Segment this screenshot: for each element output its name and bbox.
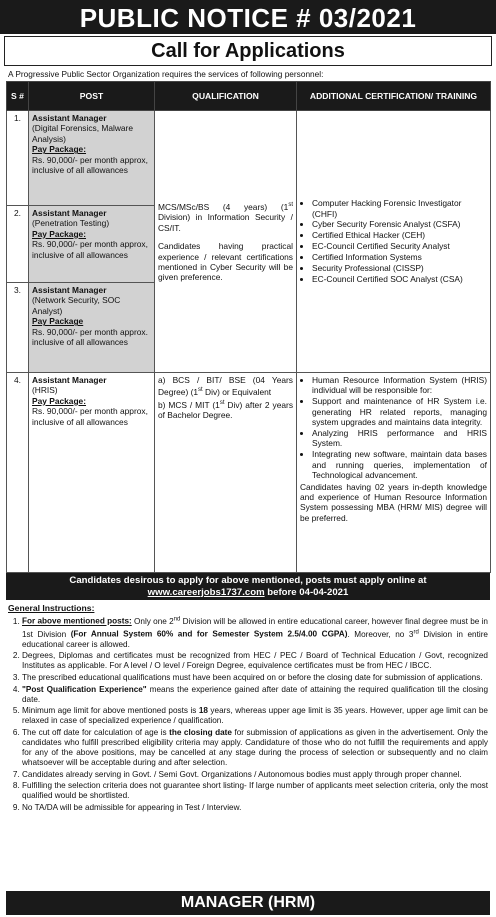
instructions-list (8, 614, 488, 813)
list-item: 8. Fulfilling the selection criteria does not guarantee short listing- If large number of applicants meet selection criteria, only the most qualified would be shortlisted. (22, 781, 488, 801)
intro-text: A Progressive Public Sector Organization requires the services of following personnel: (8, 69, 324, 79)
post-cell (29, 206, 155, 283)
list-item: • EC-Council Certified SOC Analyst (CSA) (312, 274, 487, 284)
instruction-text: The cut off date for calculation of age is (22, 727, 170, 737)
post-title: Assistant Manager (32, 285, 107, 295)
list-item: 9. No TA/DA will be admissible for appearing in Test / Interview. (22, 803, 488, 813)
certification-list (300, 198, 487, 284)
post-area: (Network Security, SOC Analyst) (32, 295, 121, 316)
certification-cell-hris (297, 373, 491, 573)
website-link[interactable]: www.careerjobs1737.com (147, 586, 265, 598)
row-number: 3. (7, 283, 29, 373)
instruction-bold: 18 (198, 706, 208, 716)
list-item: • Integrating new software, maintain data bases and running queries, implementation of Technological advancement. (312, 449, 487, 480)
col-header-certification: ADDITIONAL CERTIFICATION/ TRAINING (297, 82, 491, 111)
qualification-preference: Candidates having practical experience / relevant certifications mentioned in Cyber Security will be given preference. (158, 241, 293, 283)
certification-cell-group (297, 111, 491, 373)
pay-package-text: Rs. 90,000/- per month approx. inclusive of all allowances (32, 326, 148, 348)
apply-instruction: Candidates desirous to apply for above mentioned, posts must apply online at (69, 575, 427, 586)
list-item: 7. Candidates already serving in Govt. / Semi Govt. Organizations / Autonomous bodies must apply through proper channel. (22, 770, 488, 780)
pay-package-label: Pay Package: (32, 228, 87, 239)
list-item (22, 706, 488, 726)
list-item: • Certified Ethical Hacker (CEH) (312, 230, 487, 240)
pay-package-text: Rs. 90,000/- per month approx, inclusive of all allowances (32, 406, 148, 427)
list-item: • Certified Information Systems (312, 252, 487, 262)
post-area: (Penetration Testing) (32, 218, 110, 229)
pay-package-text: Rs. 90,000/- per month approx, inclusive of all allowances (32, 239, 148, 260)
post-title: Assistant Manager (32, 375, 107, 385)
pay-package-text: Rs. 90,000/- per month approx, inclusive of all allowances (32, 154, 148, 176)
pay-package-label: Pay Package: (32, 395, 87, 406)
post-cell (29, 373, 155, 573)
instruction-text: Minimum age limit for above mentioned posts is (22, 706, 199, 716)
qualification-cell-group (155, 111, 297, 373)
apply-online-bar (6, 573, 490, 600)
instruction-lead: For above mentioned posts: (22, 616, 132, 626)
list-item (22, 614, 488, 650)
list-item: • EC-Council Certified Security Analyst (312, 241, 487, 251)
col-header-post: POST (29, 82, 155, 111)
list-item: 2. Degrees, Diplomas and certificates must be recognized from HEC / PEC / Board of Technical Education / Govt, recognized Institutes as applicable. For A level / O level / Foreign Degree, equivalence certificates must be from HEC / IBCC. (22, 651, 488, 671)
list-item: • Support and maintenance of HR System i.e. generating HR related reports, managing system upgrades and maintains data integrity. (312, 396, 487, 427)
post-area: (Digital Forensics, Malware Analysis) (32, 123, 133, 144)
positions-table (6, 81, 491, 573)
row-number: 1. (7, 111, 29, 206)
instruction-text: . Moreover, no 3rd Division in entire educational career is allowed. (22, 628, 488, 649)
instruction-text: means the experience gained after date of attaining the required qualification till the closing date. (22, 684, 488, 704)
table-row (7, 373, 491, 573)
instruction-text: for submission of applications as given in the advertisement. Only the candidates who fulfill prescribed eligibility criteria may apply. Candidature of those who do not fulfill the requirements and apply for any of the above positions, may be cancelled at any stage during the process of selection or subsequently and no claim whatsoever will be acceptable during and after selection. (22, 727, 488, 768)
col-header-sn: S # (7, 82, 29, 111)
post-title: Assistant Manager (32, 113, 107, 123)
list-item (22, 685, 488, 705)
call-for-applications-heading: Call for Applications (4, 36, 492, 66)
pay-package-label: Pay Package (32, 316, 84, 327)
list-item: • Security Professional (CISSP) (312, 263, 487, 273)
post-area: (HRIS) (32, 385, 58, 396)
row-number: 2. (7, 206, 29, 283)
qualification-option-a: a) BCS / BIT/ BSE (04 Years Degree) (1st Div) or Equivalent (158, 375, 293, 398)
instruction-text: years, whereas upper age limit is 35 years. However, upper age limit can be relaxed in case of specialized experience / qualification. (22, 706, 488, 726)
qualification-cell-hris (155, 373, 297, 573)
table-row (7, 111, 491, 206)
apply-deadline: before 04-04-2021 (267, 586, 349, 598)
instruction-text: Only one 2nd Division will be allowed in entire educational career, however final degree must be in 1st Division (22, 616, 488, 639)
list-item: • Human Resource Information System (HRIS) individual will be responsible for: (312, 375, 487, 396)
col-header-qualification: QUALIFICATION (155, 82, 297, 111)
qualification-option-b: b) MCS / MIT (1st Div) after 2 years of Bachelor Degree. (158, 399, 294, 420)
hris-responsibilities-list (300, 375, 487, 481)
general-instructions-heading: General Instructions: (8, 603, 95, 613)
post-cell (29, 283, 155, 373)
pay-package-label: Pay Package: (32, 144, 87, 155)
post-cell (29, 111, 155, 206)
row-number: 4. (7, 373, 29, 573)
qualification-degree: MCS/MSc/BS (4 years) (1st Division) in Information Security / CS/IT. (158, 201, 293, 233)
notice-title: PUBLIC NOTICE # 03/2021 (0, 0, 496, 34)
instruction-bold: (For Annual System 60% and for Semester System 2.5/4.00 CGPA) (70, 629, 348, 639)
list-item: • Analyzing HRIS performance and HRIS System. (312, 428, 487, 449)
post-title: Assistant Manager (32, 208, 107, 218)
list-item: • Computer Hacking Forensic Investigator (CHFI) (312, 198, 487, 219)
list-item (22, 728, 488, 768)
instruction-bold: the closing date (169, 727, 232, 737)
instruction-lead: "Post Qualification Experience" (22, 684, 147, 694)
list-item: • Cyber Security Forensic Analyst (CSFA) (312, 219, 487, 229)
table-header-row (7, 82, 491, 111)
signature-bar: MANAGER (HRM) (6, 891, 490, 915)
hris-preference-note: Candidates having 02 years in-depth knowledge and experience of Human Resource Information System possessing MBA (HRM/ MIS) degree will be preferred. (300, 481, 487, 523)
list-item: 3. The prescribed educational qualifications must have been acquired on or before the closing date for submission of applications. (22, 673, 488, 683)
